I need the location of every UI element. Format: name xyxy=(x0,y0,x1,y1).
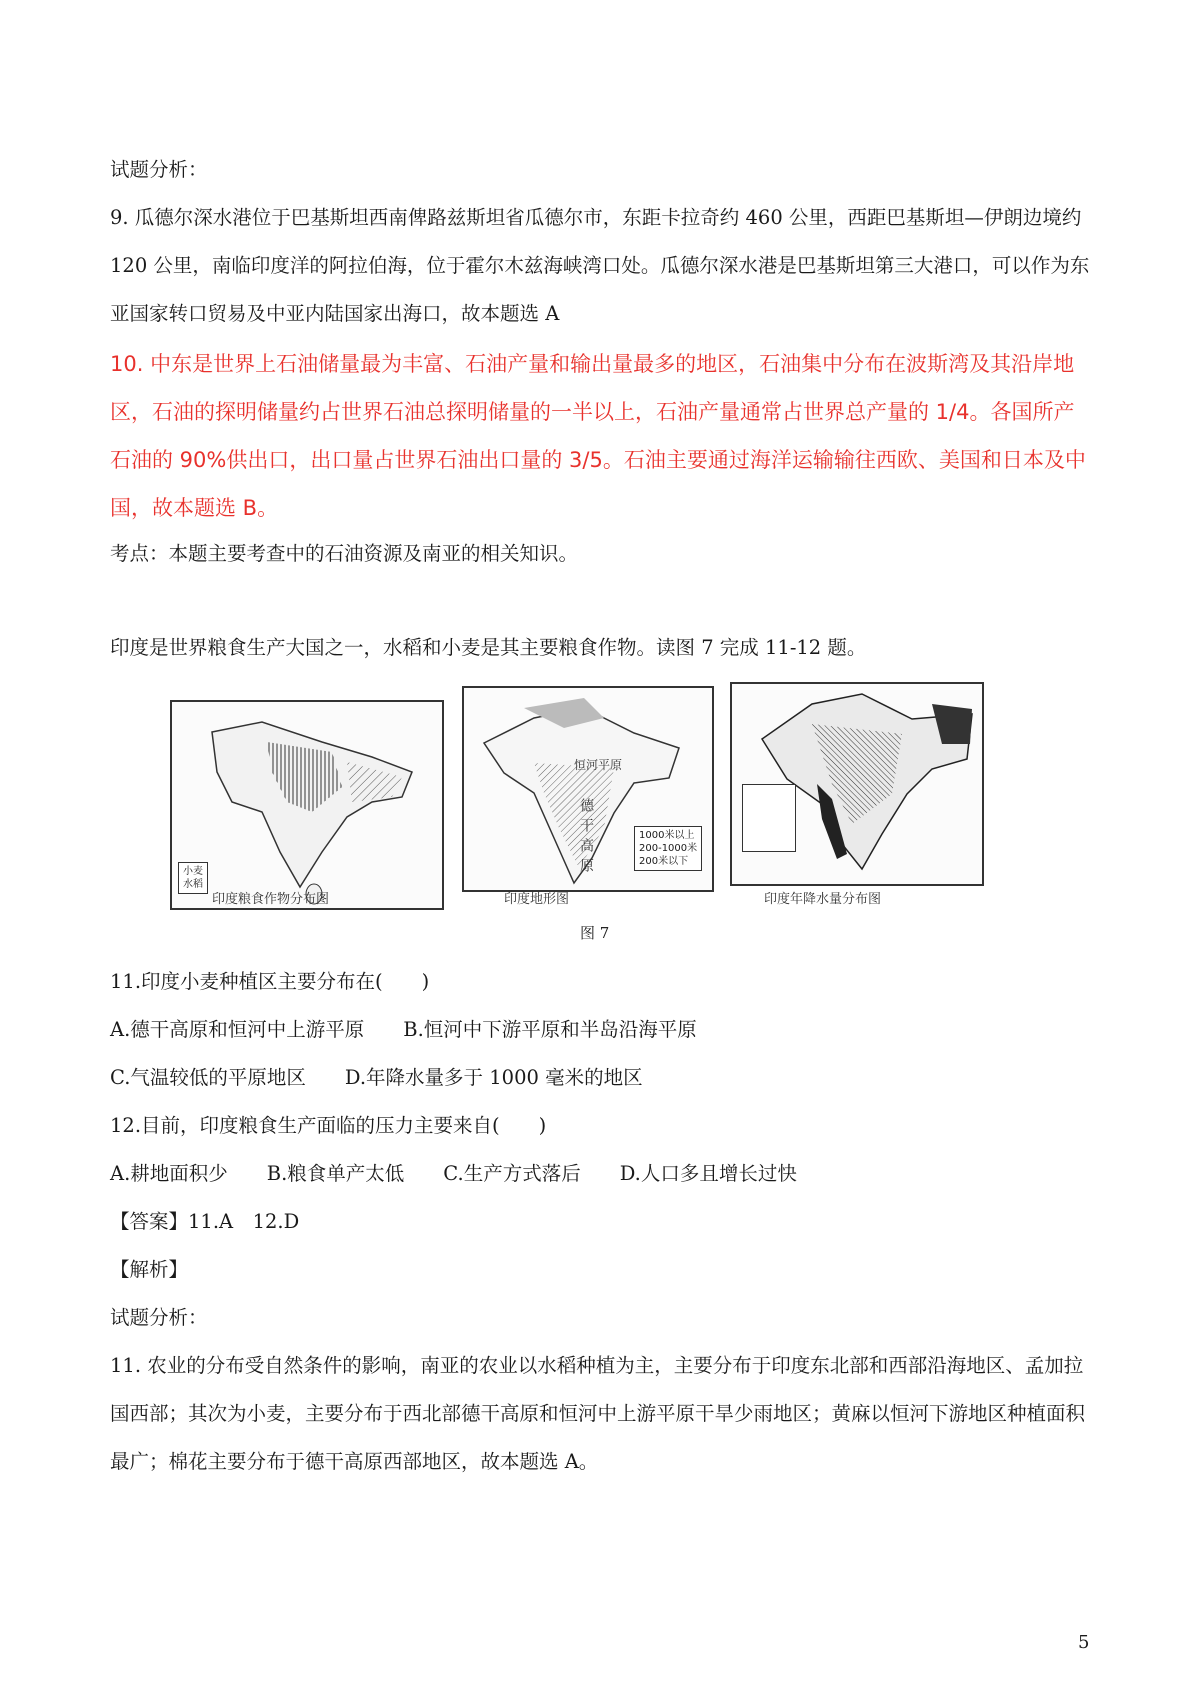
terrain-legend xyxy=(634,826,702,871)
rainfall-map xyxy=(730,682,984,886)
question-12: 12.目前，印度粮食生产面临的压力主要来自( ) xyxy=(110,1114,547,1137)
kaodian-note: 考点：本题主要考查中的石油资源及南亚的相关知识。 xyxy=(110,542,579,565)
q9-explanation: 9. 瓜德尔深水港位于巴基斯坦西南俾路兹斯坦省瓜德尔市，东距卡拉奇约 460 公里，西距巴基斯坦—伊朗边境约 120 公里，南临印度洋的阿拉伯海，位于霍尔木兹海峡湾口处。瓜德尔深水港是巴基斯坦第三大港口，可以作为东亚国家转口贸易及中亚内陆国家出海口，故本题选 A xyxy=(110,206,1090,325)
crop-distribution-map xyxy=(170,700,444,910)
terrain-map xyxy=(462,686,714,892)
caption-terrain-map: 印度地形图 xyxy=(504,892,570,907)
jiexi-label: 【解析】 xyxy=(110,1258,189,1281)
label-deccan: 德干高原 xyxy=(578,798,594,878)
analysis-label: 试题分析： xyxy=(110,158,208,181)
legend-200-1000: 200-1000米 xyxy=(639,843,698,854)
analysis-label-2: 试题分析： xyxy=(110,1306,208,1329)
q11-options-ab: A.德干高原和恒河中上游平原 B.恒河中下游平原和半岛沿海平原 xyxy=(110,1018,697,1041)
answer-line: 【答案】11.A 12.D xyxy=(110,1210,300,1233)
q12-options: A.耕地面积少 B.粮食单产太低 C.生产方式落后 D.人口多且增长过快 xyxy=(110,1162,797,1185)
legend-wheat: 小麦 xyxy=(183,866,203,877)
q10-explanation: 10. 中东是世界上石油储量最为丰富、石油产量和输出量最多的地区，石油集中分布在波斯湾及其沿岸地区，石油的探明储量约占世界石油总探明储量的一半以上，石油产量通常占世界总产量的 1/4。各国所产石油的 90%供出口，出口量占世界石油出口量的 3/5。石油主要通过海洋运输输往西欧、美国和日本及中国，故本题选 B。 xyxy=(110,352,1086,520)
intro-11-12: 印度是世界粮食生产大国之一，水稻和小麦是其主要粮食作物。读图 7 完成 11-12 题。 xyxy=(110,636,867,659)
q11-explanation: 11. 农业的分布受自然条件的影响，南亚的农业以水稻种植为主，主要分布于印度东北部和西部沿海地区、孟加拉国西部；其次为小麦，主要分布于西北部德干高原和恒河中上游平原干旱少雨地区；黄麻以恒河下游地区种植面积最广；棉花主要分布于德干高原西部地区，故本题选 A。 xyxy=(110,1354,1086,1473)
label-ganges-plain: 恒河平原 xyxy=(574,758,623,772)
q11-options-cd: C.气温较低的平原地区 D.年降水量多于 1000 毫米的地区 xyxy=(110,1066,643,1089)
page-number: 5 xyxy=(1078,1632,1090,1653)
caption-rainfall-map: 印度年降水量分布图 xyxy=(764,892,882,907)
question-11: 11.印度小麦种植区主要分布在( ) xyxy=(110,970,430,993)
legend-rice: 水稻 xyxy=(183,879,203,890)
crop-legend xyxy=(178,862,208,894)
figure-7 xyxy=(170,682,1040,912)
legend-above-1000: 1000米以上 xyxy=(639,830,695,841)
figure-number: 图 7 xyxy=(580,924,610,942)
caption-crop-map: 印度粮食作物分布图 xyxy=(212,892,330,907)
legend-below-200: 200米以下 xyxy=(639,856,689,867)
rainfall-legend xyxy=(742,784,796,852)
